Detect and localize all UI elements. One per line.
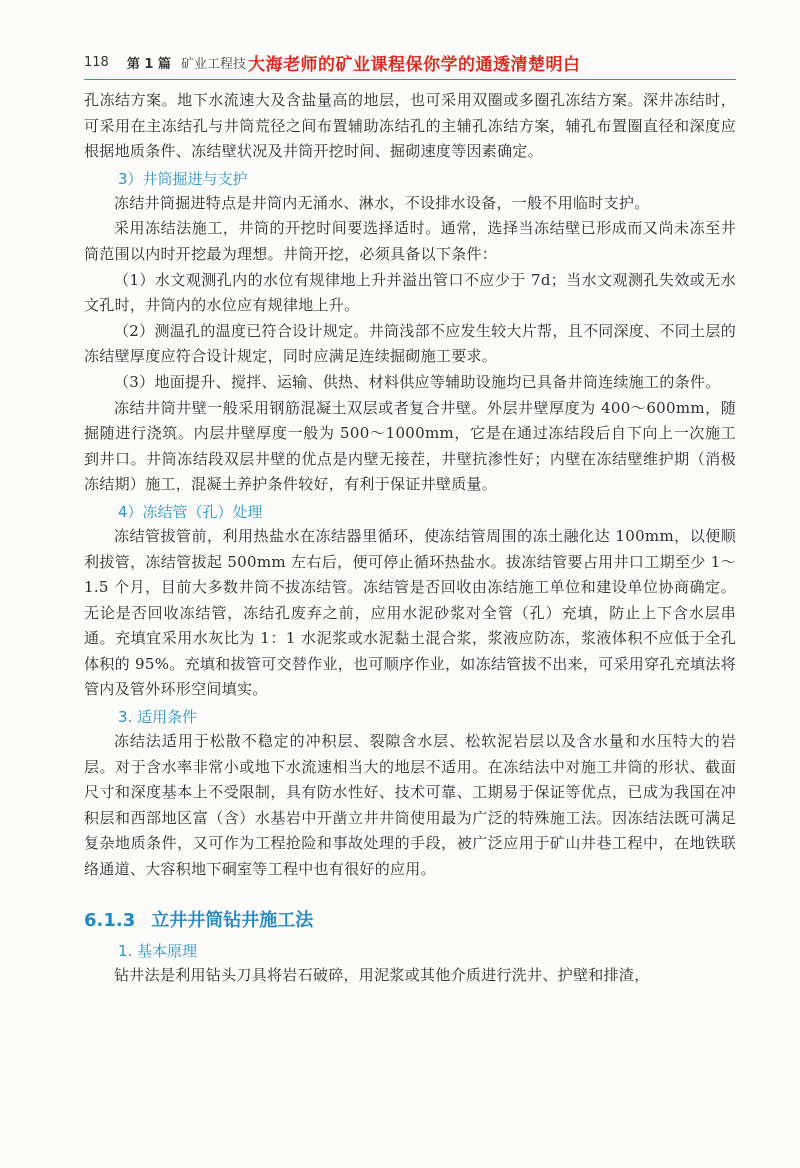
section-title: 立井井筒钻井施工法 [151,909,314,931]
paragraph: 冻结井筒井壁一般采用钢筋混凝土双层或者复合井壁。外层井壁厚度为 400～600mm，随掘随进行浇筑。内层井壁厚度一般为 500～1000mm，它是在通过冻结段后自下向上一次施工到井口。井筒冻结段双层井壁的优点是内壁无接茬，井壁抗渗性好；内壁在冻结壁维护期（消极冻结期）施工，混凝土养护条件较好，有利于保证井壁质量。 [84,398,736,494]
paragraph: 冻结法适用于松散不稳定的冲积层、裂隙含水层、松软泥岩层以及含水量和水压特大的岩层。对于含水率非常小或地下水流速相当大的地层不适用。在冻结法中对施工井筒的形状、截面尺寸和深度基本上不受限制，具有防水性好、技术可靠、工期易于保证等优点，已成为我国在冲积层和西部地区富（含）水基岩中开凿立井井筒使用最为广泛的特殊施工法。因冻结法既可满足复杂地质条件，又可作为工程抢险和事故处理的手段，被广泛应用于矿山井巷工程中，在地铁联络通道、大容积地下硐室等工程中也有很好的应用。 [84,732,736,879]
header-divider [84,79,736,80]
part-label: 第 1 篇 [126,56,171,72]
paragraph: 冻结井筒掘进特点是井筒内无涌水、淋水，不设排水设备，一般不用临时支护。 [114,193,650,212]
subheading-freeze-pipe: 4）冻结管（孔）处理 [118,502,263,521]
running-header [84,46,744,78]
paragraph: 钻井法是利用钻头刀具将岩石破碎，用泥浆或其他介质进行洗井、护壁和排渣， [114,965,650,984]
paragraph: 冻结管拔管前，利用热盐水在冻结器里循环，使冻结管周围的冻土融化达 100mm，以便顺利拔管，冻结管拔起 500mm 左右后，便可停止循环热盐水。拔冻结管要占用井口工期至少 1～1.5 个月，目前大多数井筒不拔冻结管。冻结管是否回收由冻结施工单位和建设单位协商确定。无论是否回收冻结管，冻结孔废弃之前，应用水泥砂浆对全管（孔）充填，防止上下含水层串通。充填宜采用水灰比为 1：1 水泥浆或水泥黏土混合浆，浆液应防冻，浆液体积不应低于全孔体积的 95%。充填和拔管可交替作业，也可顺序作业，如冻结管拔不出来，可采用穿孔充填法将管内及管外环形空间填实。 [84,526,736,699]
paragraph: 孔冻结方案。地下水流速大及含盐量高的地层，也可采用双圈或多圈孔冻结方案。深井冻结时，可采用在主冻结孔与井筒荒径之间布置辅助冻结孔的主辅孔冻结方案，辅孔布置圈直径和深度应根据地质条件、冻结壁状况及井筒开挖时间、掘砌速度等因素确定。 [84,91,736,161]
page-number: 118 [84,54,109,70]
subheading-shaft-excavation: 3）井筒掘进与支护 [118,169,248,188]
subheading-conditions: 3. 适用条件 [118,708,198,727]
overlay-watermark-text: 大海老师的矿业课程保你学的通透清楚明白 [247,54,581,75]
paragraph: 采用冻结法施工，井筒的开挖时间要选择适时。通常，选择当冻结壁已形成而又尚未冻至井筒范围以内时开挖最为理想。井筒开挖，必须具备以下条件： [84,219,736,263]
chapter-label: 矿业工程技 [180,56,246,72]
section-heading [84,907,736,935]
page-body [84,88,736,988]
section-number: 6.1.3 [84,909,136,931]
subheading-principle: 1. 基本原理 [118,941,198,960]
paragraph: （3）地面提升、搅拌、运输、供热、材料供应等辅助设施均已具备井筒连续施工的条件。 [114,372,721,391]
paragraph: （2）测温孔的温度已符合设计规定。井筒浅部不应发生较大片帮，且不同深度、不同土层的冻结壁厚度应符合设计规定，同时应满足连续掘砌施工要求。 [84,321,736,366]
paragraph: （1）水文观测孔内的水位有规律地上升并溢出管口不应少于 7d；当水文观测孔失效或无水文孔时，井筒内的水位应有规律地上升。 [84,270,736,315]
